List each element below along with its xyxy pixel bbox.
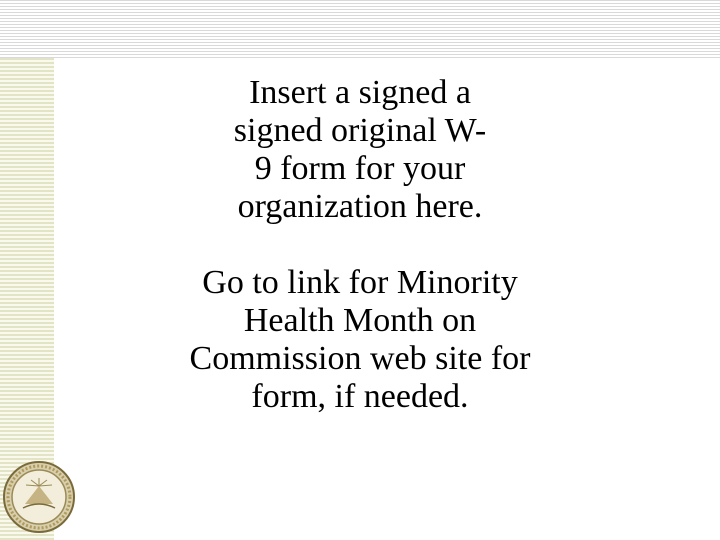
text-line: organization here. (237, 188, 483, 225)
commission-seal-icon (2, 460, 76, 534)
text-line: Insert a signed a (249, 74, 471, 111)
paragraph-link-instruction (150, 264, 570, 416)
text-line: form, if needed. (251, 378, 469, 415)
text-line: Health Month on (243, 302, 477, 339)
top-stripe-band (0, 0, 720, 58)
text-line: signed original W- (233, 112, 487, 149)
text-line: 9 form for your (254, 150, 466, 187)
body-text (150, 74, 570, 416)
paragraph-w9-instruction (150, 74, 570, 226)
text-line: Commission web site for (189, 340, 531, 377)
text-line: Go to link for Minority (202, 264, 518, 301)
